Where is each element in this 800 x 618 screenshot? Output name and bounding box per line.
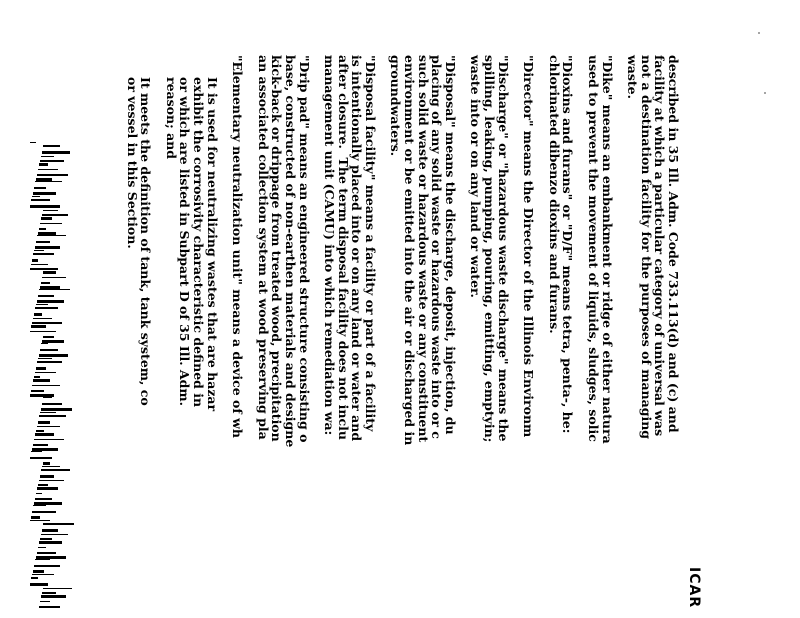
binding-edge-mark (35, 181, 62, 182)
binding-edge-mark (43, 523, 74, 525)
binding-edge-mark (30, 457, 52, 459)
binding-edge-mark (43, 145, 60, 147)
binding-edge-mark (41, 282, 50, 284)
binding-edge-mark (39, 480, 64, 481)
binding-edge-mark (38, 547, 46, 548)
binding-edge-mark (42, 151, 70, 154)
binding-edge-mark (35, 372, 56, 373)
text-line: or which are listed in Subpart D of 35 Ill. Adm. (177, 77, 193, 406)
binding-edge-mark (34, 376, 40, 378)
definition-paragraph (522, 55, 536, 615)
binding-edge-mark (41, 595, 66, 598)
text-line: groundwaters. (388, 55, 404, 157)
binding-edge-mark (31, 390, 44, 392)
binding-edge-mark (35, 498, 52, 500)
binding-edge-mark (33, 570, 44, 573)
text-line: "Drip pad" means an engineered structure consisting o (296, 55, 312, 443)
binding-edge-mark (43, 397, 52, 398)
binding-edge-mark (33, 444, 48, 446)
binding-edge-mark (41, 156, 54, 157)
binding-edge-mark (41, 469, 70, 471)
binding-edge-mark (38, 169, 58, 170)
binding-edge-mark (30, 520, 50, 521)
binding-edge-mark (40, 475, 54, 478)
binding-edge-mark (37, 487, 58, 490)
binding-edge-mark (42, 277, 66, 278)
definition-paragraph (469, 55, 510, 615)
binding-edge-mark (37, 361, 62, 363)
text-line: It is used for neutralizing wastes that are hazar (204, 77, 220, 412)
binding-edge-mark (39, 163, 48, 166)
binding-edge-mark (35, 307, 58, 309)
text-line: base, constructed of non-earthen materials and designe (282, 55, 298, 448)
binding-edge-mark (43, 271, 56, 274)
scan-speck (758, 32, 760, 34)
binding-edge-mark (32, 511, 56, 513)
scan-speck (764, 92, 766, 94)
text-line: "Dike" means an embankment or ridge of either natura (599, 55, 615, 444)
binding-edge-mark (39, 354, 68, 357)
binding-edge-mark (30, 583, 48, 586)
text-line: waste. (625, 55, 641, 99)
binding-edge-mark (35, 559, 50, 560)
binding-edge-mark (43, 588, 72, 589)
binding-edge-mark (36, 304, 48, 305)
binding-edge-mark (31, 516, 40, 519)
text-line: "Elementary neutralization unit" means a device of wh (230, 55, 246, 438)
list-item (125, 55, 152, 615)
definition-paragraph (626, 55, 680, 615)
binding-edge-mark (43, 336, 54, 338)
binding-edge-mark (37, 552, 56, 554)
binding-edge-mark (30, 205, 60, 208)
binding-edge-mark (36, 241, 50, 243)
binding-edge-mark (36, 493, 42, 494)
binding-edge-mark (30, 142, 36, 143)
binding-edge-mark (36, 430, 44, 432)
binding-edge-mark (38, 484, 48, 486)
binding-edge-mark (40, 412, 56, 413)
binding-edge-mark (42, 529, 58, 532)
binding-edge-mark (42, 592, 56, 594)
binding-edge-mark (38, 295, 54, 297)
binding-edge-mark (34, 187, 46, 189)
text-line: used to prevent the movement of liquids, sludges, solic (586, 55, 602, 442)
definition-paragraph (231, 55, 245, 615)
binding-edge-mark (38, 358, 52, 359)
binding-edge-mark (40, 538, 52, 540)
binding-edge-mark (37, 174, 68, 176)
binding-edge-mark (31, 264, 48, 265)
text-line: kick-back or drippage from treated wood, precipitation (269, 55, 285, 442)
binding-edge-mark (31, 199, 50, 201)
binding-edge-mark (41, 217, 52, 220)
binding-edge-mark (35, 433, 54, 436)
text-line: placing of any solid waste or hazardous waste into or c (429, 55, 445, 439)
binding-edge-mark (40, 349, 58, 351)
binding-edge-mark (34, 313, 42, 316)
binding-edge-mark (36, 367, 46, 370)
text-line: described in 35 Ill. Adm. Code 733.113(d) and (c) and (666, 55, 681, 433)
binding-edge-mark (31, 577, 38, 579)
text-line: or vessel in this Section. (124, 77, 140, 249)
binding-edge-mark (31, 451, 42, 452)
binding-edge-mark (33, 253, 54, 255)
text-line: "Discharge" or "hazardous waste discharge" means the (495, 55, 511, 442)
binding-edge-mark (39, 289, 70, 290)
binding-edge-mark (33, 505, 46, 506)
binding-edge-mark (37, 300, 64, 303)
binding-edge-mark (41, 408, 72, 411)
text-line: waste into or on any land or water. (468, 55, 484, 298)
binding-edge-mark (32, 322, 62, 324)
text-line: not a destination facility for the purposes of managing (638, 55, 654, 440)
binding-edge-mark (34, 250, 44, 251)
binding-edge-mark (40, 160, 64, 162)
text-line: an associated collection system at wood preserving pla (255, 55, 271, 440)
text-line: It meets the definition of tank, tank system, co (138, 77, 154, 406)
text-line: environment or be emitted into the air or discharged in (402, 55, 418, 446)
binding-edge-mark (37, 235, 66, 236)
document-header-code: ICAR (686, 567, 702, 609)
binding-edge-mark (32, 196, 40, 197)
text-line: is intentionally placed into or on any land or water and (349, 55, 365, 442)
binding-edge-mark (42, 214, 68, 216)
text-line: such solid waste or hazardous waste or any constituent (415, 55, 431, 443)
binding-edge-mark (39, 228, 46, 230)
list-item (164, 55, 218, 615)
binding-edge-mark (33, 379, 50, 382)
binding-edge-mark (40, 601, 50, 602)
binding-edge-artifact (30, 140, 70, 618)
binding-edge-mark (32, 574, 54, 575)
binding-edge-mark (33, 318, 52, 319)
document-body (113, 55, 680, 615)
binding-edge-mark (33, 192, 56, 195)
binding-edge-mark (41, 534, 68, 535)
text-line: after closure. The term disposal facility does not inclu (335, 55, 351, 440)
binding-edge-mark (42, 466, 60, 467)
text-line: chlorinated dibenzo dioxins and furans. (546, 55, 562, 334)
text-line: "Disposal" means the discharge, deposit, injection, du (442, 55, 458, 435)
definition-paragraph (547, 55, 574, 615)
binding-edge-mark (40, 223, 62, 224)
definition-paragraph (323, 55, 377, 615)
binding-edge-mark (35, 246, 60, 249)
binding-edge-mark (39, 606, 60, 608)
text-line: facility at which a particular category of universal was (652, 55, 668, 437)
definition-paragraph (586, 55, 613, 615)
binding-edge-mark (34, 439, 64, 440)
binding-edge-mark (39, 415, 66, 417)
binding-edge-mark (41, 343, 48, 344)
binding-edge-mark (42, 403, 62, 405)
binding-edge-mark (30, 331, 56, 332)
text-line: "Disposal facility" means a facility or part of a facility (362, 55, 378, 432)
binding-edge-mark (43, 462, 50, 465)
binding-edge-mark (39, 541, 62, 544)
definition-paragraph (389, 55, 457, 615)
binding-edge-mark (30, 268, 58, 270)
definition-paragraph (256, 55, 310, 615)
text-line: spilling, leaking, pumping, pouring, emitting, emptyin; (482, 55, 498, 443)
binding-edge-mark (34, 565, 60, 567)
binding-edge-mark (43, 210, 58, 211)
binding-edge-mark (31, 325, 46, 328)
binding-edge-mark (32, 385, 60, 386)
text-line: "Director" means the Director of the Illinois Environm (521, 55, 537, 438)
text-line: reason; and (163, 77, 179, 159)
binding-edge-mark (38, 421, 50, 424)
text-line: exhibit the corrosivity characteristic defined in (190, 77, 206, 408)
rotated-document-content (124, 55, 708, 615)
binding-edge-mark (32, 259, 38, 262)
text-line: "Dioxins and furans" or "D/F" means tetra, penta-, he: (560, 55, 576, 434)
binding-edge-mark (37, 426, 60, 427)
text-line: management unit (CAMU) into which remediation wa: (322, 55, 338, 436)
